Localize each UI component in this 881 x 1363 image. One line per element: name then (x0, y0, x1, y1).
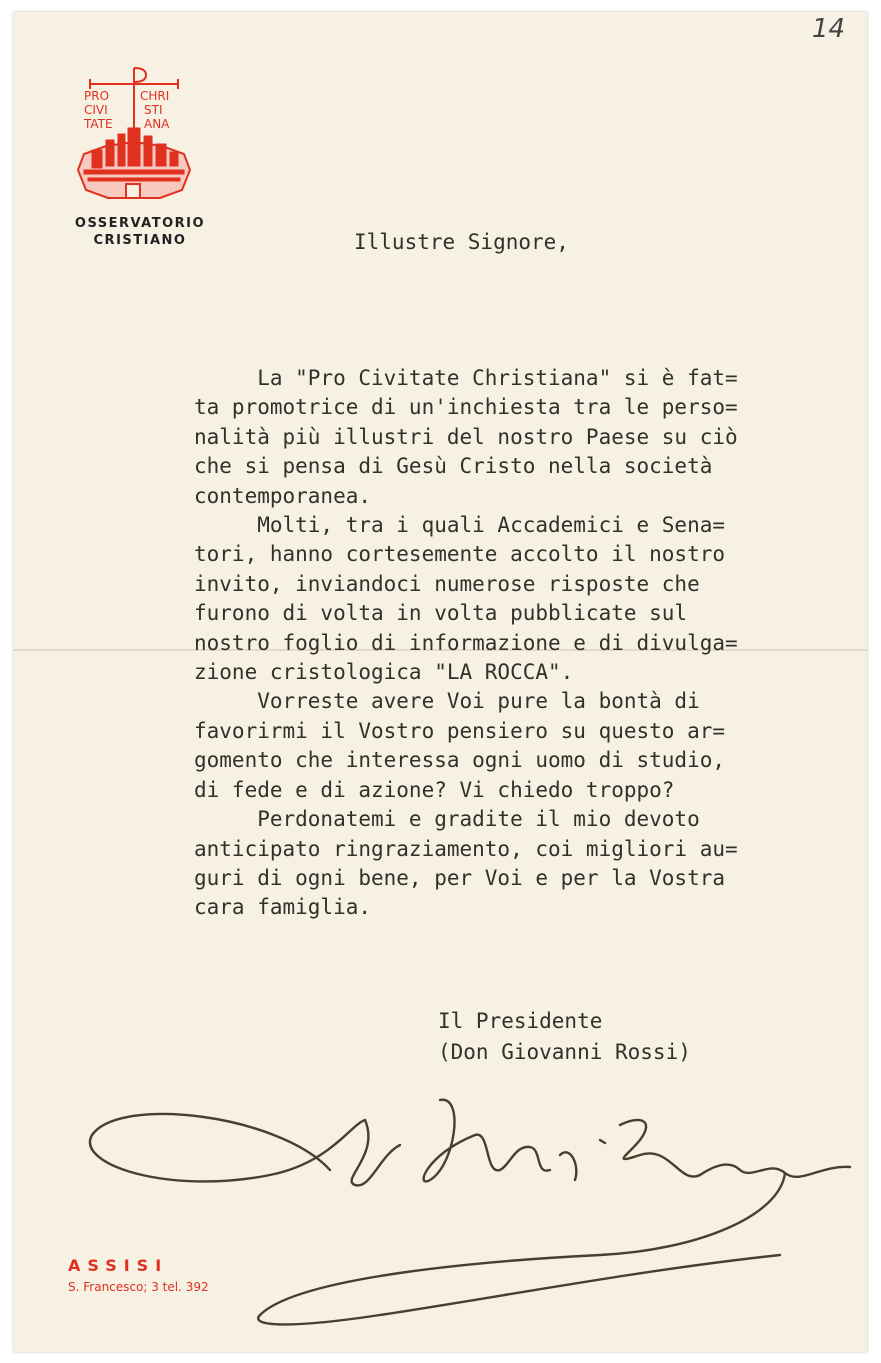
body-line: gomento che interessa ogni uomo di studio, (194, 748, 726, 773)
body-line: che si pensa di Gesù Cristo nella società (194, 454, 713, 479)
logo-text-pro: PRO (84, 89, 110, 103)
body-line: favorirmi il Vostro pensiero su questo ar= (194, 718, 726, 743)
logo-text-tate: TATE (84, 117, 113, 131)
org-name-line2: CRISTIANO (93, 233, 187, 248)
salutation: Illustre Signore, (354, 230, 569, 254)
logo-text-ana: ANA (144, 117, 170, 131)
body-line: guri di ogni bene, per Voi e per la Vostra (194, 865, 726, 890)
closing-name: (Don Giovanni Rossi) (438, 1040, 691, 1064)
handwritten-page-number: 14 (812, 14, 846, 44)
body-line: Vorreste avere Voi pure la bontà di (194, 689, 700, 714)
body-line: zione cristologica "LA ROCCA". (194, 660, 574, 685)
letterhead-city: ASSISI (68, 1256, 169, 1275)
body-line: contemporanea. (194, 483, 372, 508)
body-line: tori, hanno cortesemente accolto il nostro (194, 542, 726, 567)
body-line: Perdonatemi e gradite il mio devoto (194, 807, 700, 832)
letterhead-address: S. Francesco; 3 tel. 392 (68, 1280, 209, 1294)
closing-title: Il Presidente (438, 1009, 603, 1033)
org-name-line1: OSSERVATORIO (74, 216, 206, 231)
pro-civitate-christiana-logo (64, 62, 204, 202)
body-line: invito, inviandoci numerose risposte che (194, 571, 700, 596)
signature-text: Sac. Giov. Rossi (80, 1343, 87, 1344)
logo-text-chri: CHRI (140, 89, 170, 103)
body-line: anticipato ringraziamento, coi migliori au= (194, 836, 738, 861)
body-line: di fede e di azione? Vi chiedo troppo? (194, 777, 675, 802)
body-line: nalità più illustri del nostro Paese su ciò (194, 424, 738, 449)
logo-text-sti: STI (144, 103, 163, 117)
logo-text-civi: CIVI (84, 103, 108, 117)
closing-block (438, 1006, 691, 1068)
body-line: nostro foglio di informazione e di divulga= (194, 630, 738, 655)
body-line: ta promotrice di un'inchiesta tra le perso= (194, 395, 738, 420)
letter-body (194, 364, 874, 923)
body-line: furono di volta in volta pubblicate sul (194, 601, 688, 626)
organization-name (60, 215, 220, 249)
body-line: cara famiglia. (194, 895, 372, 920)
body-line: La "Pro Civitate Christiana" si è fat= (194, 366, 738, 390)
body-line: Molti, tra i quali Accademici e Sena= (194, 513, 726, 538)
handwritten-signature (80, 1085, 860, 1345)
